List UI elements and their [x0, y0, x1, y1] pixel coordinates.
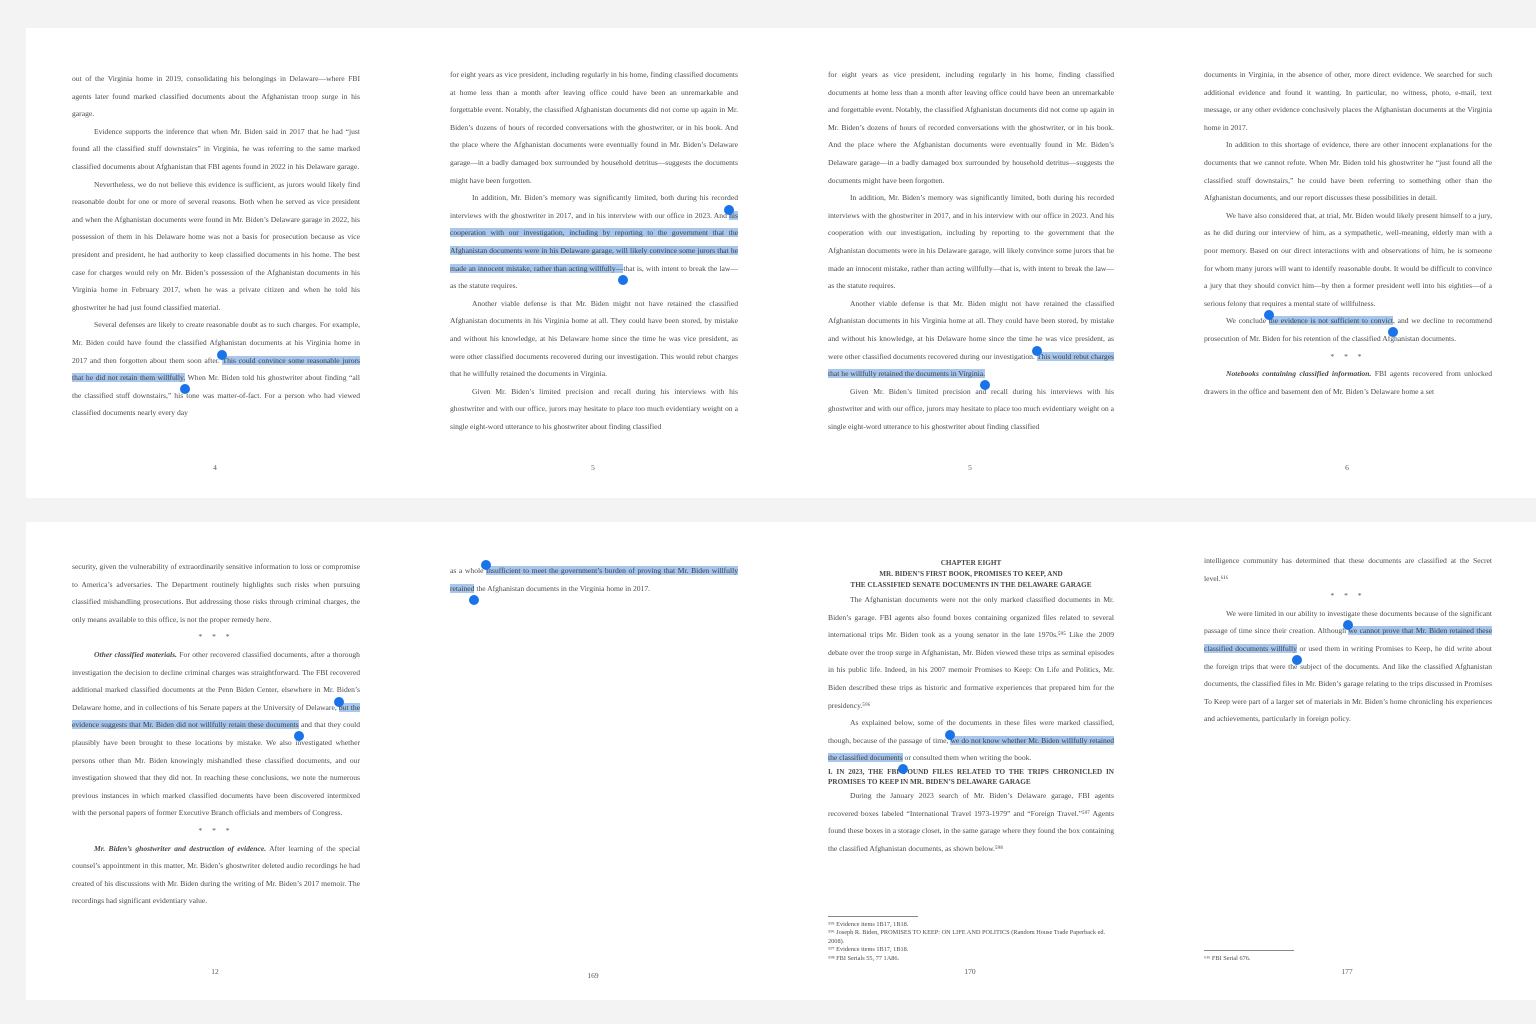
paragraph: Evidence supports the inference that when Mr. Biden said in 2017 that he had “just found all the classified stuff downstairs” in Virginia, he was referring to the same marked classified documents about Afghanistan that FBI agents found in 2022 in his Delaware garage. [72, 126, 360, 171]
paragraph: for eight years as vice president, including regularly in his home, finding classified documents at home less than a month after leaving office could have been an unremarkable and forgettable event. Notably, the classified Afghanistan documents did not come up again in Mr. Biden’s dozens of hours of recorded conversations with the ghostwriter, or in his book. And the place where the Afghanistan documents were eventually found in Mr. Biden’s Delaware garage—in a badly damaged box surrounded by household detritus—suggests the documents might have been forgotten. [450, 70, 738, 185]
footnotes [828, 916, 1114, 963]
paragraph: During the January 2023 search of Mr. Biden’s Delaware garage, FBI agents recovered boxes labeled “International Travel 1973-1979” and “Foreign Travel.”⁵⁹⁷ Agents found these boxes in a storage closet, in the same garage where they found the box containing the classified Afghanistan documents, as shown below.⁵⁹⁸ [828, 790, 1114, 853]
paragraph: Notebooks containing classified information. FBI agents recovered from unlocked drawers in the office and basement den of Mr. Biden’s Delaware home a set [1204, 369, 1492, 396]
page-body [1204, 66, 1492, 400]
text-highlight[interactable]: his cooperation with our investigation, including by reporting to the government that the Afghanistan documents were in his Delaware garage, will likely convince some jurors that he made an innocent mistake, rather than acting willfully— [450, 210, 738, 273]
text-highlight[interactable]: This would rebut charges that he willfully retained the documents in Virginia. [828, 351, 1114, 379]
page-number: 5 [591, 463, 595, 472]
page-body [828, 66, 1114, 435]
page-number: 6 [1345, 463, 1349, 472]
page-number: 177 [1341, 967, 1353, 976]
paragraph-lead: Other classified materials. [94, 649, 177, 659]
paragraph: out of the Virginia home in 2019, consolidating his belongings in Delaware—where FBI agents later found marked classified documents about the Afghanistan troop surge in his garage. [72, 74, 360, 119]
footnote: ⁵⁹⁸ FBI Serials 55, 77 1A86. [828, 954, 900, 962]
page-body [1204, 552, 1492, 728]
document-page-tile-3 [782, 28, 1158, 498]
page-body [450, 66, 738, 435]
chapter-title: MR. BIDEN’S FIRST BOOK, PROMISES TO KEEP, AND [879, 570, 1063, 578]
document-page-tile-6 [404, 522, 782, 1000]
document-page-tile-7 [782, 522, 1158, 1000]
paragraph[interactable]: We were limited in our ability to investigate these documents because of the significant passage of time since their creation. Although we cannot prove that Mr. Biden retained these classified documents willfully or used them in writing Promises to Keep, he did write about the foreign trips that were the subject of the documents. And like the classified Afghanistan documents, the classified files in Mr. Biden’s garage relating to the trips discussed in Promises To Keep were part of a larger set of materials in Mr. Biden’s home chronicling his experiences and achievements, particularly in foreign policy. [1204, 608, 1492, 724]
paragraph: In addition, Mr. Biden’s memory was significantly limited, both during his recorded interviews with the ghostwriter in 2017, and in his interview with our office in 2023. And his cooperation with our investigation, including by reporting to the government that the Afghanistan documents were in his Delaware garage, will likely convince some jurors that he made an innocent mistake, rather than acting willfully—that is, with intent to break the law—as the statute requires. [828, 193, 1114, 291]
paragraph-lead: Notebooks containing classified information. [1226, 369, 1372, 379]
paragraph: Nevertheless, we do not believe this evidence is sufficient, as jurors would likely find reasonable doubt for one or more of several reasons. Both when he served as vice president and when the Afghanistan documents were found in Mr. Biden’s Delaware garage in 2022, his possession of them in his Delaware home was not a basis for prosecution because as vice president and president, he had authority to keep classified documents in his home. The best case for charges would rely on Mr. Biden’s possession of the Afghanistan documents in his Virginia home in February 2017, when he was a private citizen and when he told his ghostwriter he had just found classified material. [72, 179, 360, 312]
page-number: 169 [587, 971, 599, 980]
paragraph: intelligence community has determined that these documents are classified at the Secret level.⁶¹⁶ [1204, 556, 1492, 583]
footnote: ⁶¹⁶ FBI Serial 676. [1204, 955, 1251, 962]
paragraph: We have also considered that, at trial, Mr. Biden would likely present himself to a jury, as he did during our interview of him, as a sympathetic, well-meaning, elderly man with a poor memory. Based on our direct interactions with and observations of him, he is someone for whom many jurors will want to identify reasonable doubt. It would be difficult to convince a jury that they should convict him—by then a former president well into his eighties—of a serious felony that requires a mental state of willfulness. [1204, 210, 1492, 308]
paragraph: In addition to this shortage of evidence, there are other innocent explanations for the documents that we cannot refute. When Mr. Biden told his ghostwriter he “just found all the classified stuff downstairs,” he could have been referring to something other than the Afghanistan documents, and our report discusses these possibilities in detail. [1204, 140, 1492, 203]
page-number: 5 [968, 463, 972, 472]
document-page-tile-5 [26, 522, 404, 1000]
document-page-tile-2 [404, 28, 782, 498]
page-body [72, 558, 360, 910]
paragraph[interactable]: As explained below, some of the documents in these files were marked classified, though, because of the passage of time, we do not know whether Mr. Biden willfully retained the classified documents or consulted them when writing the book. [828, 718, 1114, 763]
page-body [450, 562, 738, 597]
paragraph: security, given the vulnerability of extraordinarily sensitive information to loss or compromise to America’s adversaries. The Department routinely highlights such risks when pursuing classified mishandling prosecutions. But addressing those risks through criminal charges, the only means available to this office, is not the proper remedy here. [72, 562, 360, 624]
section-divider: * * * [1330, 591, 1366, 601]
section-divider: * * * [1330, 351, 1366, 361]
text-highlight[interactable]: but the evidence suggests that Mr. Biden did not willfully retain these documents [72, 702, 360, 730]
chapter-label: CHAPTER EIGHT [940, 559, 1002, 567]
document-page-tile-8 [1158, 522, 1536, 1000]
page-body [828, 558, 1114, 857]
footnotes [1204, 950, 1492, 963]
paragraph-lead: Mr. Biden’s ghostwriter and destruction of evidence. [94, 843, 267, 853]
paragraph[interactable]: We conclude the evidence is not sufficient to convict, and we decline to recommend prosecution of Mr. Biden for his retention of the classified Afghanistan documents. [1204, 316, 1493, 343]
paragraph[interactable]: Another viable defense is that Mr. Biden might not have retained the classified Afghanistan documents in his Virginia home at all. They could have been stored, by mistake and without his knowledge, at his Delaware home since the time he was vice president, as were other classified documents recovered during our investigation. This would rebut charges that he willfully retained the documents in Virginia. [828, 298, 1114, 379]
chapter-title: THE CLASSIFIED SENATE DOCUMENTS IN THE DELAWARE GARAGE [850, 581, 1092, 589]
page-number: 170 [964, 967, 976, 976]
text-highlight[interactable]: the evidence is not sufficient to convict [1268, 316, 1393, 326]
document-page-tile-1 [26, 28, 404, 498]
section-divider: * * * [198, 825, 234, 835]
page-number: 4 [213, 463, 217, 472]
section-divider: * * * [198, 632, 234, 642]
text-highlight[interactable]: we do not know whether Mr. Biden willfully retained the classified documents [828, 735, 1114, 763]
paragraph: for eight years as vice president, including regularly in his home, finding classified documents at home less than a month after leaving office could have been an unremarkable and forgettable event. Notably, the classified Afghanistan documents did not come up again in Mr. Biden’s dozens of hours of recorded conversations with the ghostwriter, or in his book. And the place where the Afghanistan documents were eventually found in Mr. Biden’s Delaware garage—in a badly damaged box surrounded by household detritus—suggests the documents might have been forgotten. [828, 70, 1114, 185]
footnote: ⁵⁹⁷ Evidence items 1B17, 1B18. [828, 946, 909, 954]
paragraph[interactable]: In addition, Mr. Biden’s memory was significantly limited, both during his recorded interviews with the ghostwriter in 2017, and in his interview with our office in 2023. And his cooperation with our investigation, including by reporting to the government that the Afghanistan documents were in his Delaware garage, will likely convince some jurors that he made an innocent mistake, rather than acting willfully—that is, with intent to break the law—as the statute requires. [450, 193, 738, 291]
text-highlight[interactable]: we cannot prove that Mr. Biden retained these classified documents willfully [1204, 626, 1492, 653]
paragraph: Given Mr. Biden’s limited precision and recall during his interviews with his ghostwriter and with our office, jurors may hesitate to place too much evidentiary weight on a single eight-word utterance to his ghostwriter about finding classified [450, 386, 738, 431]
paragraph: The Afghanistan documents were not the only marked classified documents in Mr. Biden’s garage. FBI agents also found boxes containing organized files related to several international trips Mr. Biden took as a young senator in the late 1970s.⁵⁹⁵ Like the 2009 debate over the troop surge in Afghanistan, Mr. Biden viewed these trips as seminal episodes in his public life. Indeed, in his 2007 memoir Promises to Keep: On Life and Politics, Mr. Biden described these trips as historic and formative experiences that prepared him for the presidency.⁵⁹⁶ [828, 595, 1114, 710]
paragraph: documents in Virginia, in the absence of other, more direct evidence. We searched for such additional evidence and found it wanting. In particular, no witness, photo, e-mail, text message, or any other evidence conclusively places the Afghanistan documents at the Virginia home in 2017. [1204, 70, 1492, 132]
footnote-rule [828, 916, 918, 917]
paragraph: Given Mr. Biden’s limited precision and recall during his interviews with his ghostwriter and with our office, jurors may hesitate to place too much evidentiary weight on a single eight-word utterance to his ghostwriter about finding classified [828, 386, 1114, 431]
section-heading: I. IN 2023, THE FBI FOUND FILES RELATED TO THE TRIPS CHRONICLED IN PROMISES TO KEEP IN MR. BIDEN’S DELAWARE GARAGE [828, 767, 1114, 786]
text-highlight[interactable]: This could convince some reasonable jurors that he did not retain them willfully. [72, 355, 361, 383]
footnote: ⁵⁹⁵ Evidence items 1B17, 1B18. [828, 921, 909, 928]
paragraph[interactable]: Other classified materials. For other recovered classified documents, after a thorough investigation the decision to decline criminal charges was straightforward. The FBI recovered additional marked classified documents at the Penn Biden Center, elsewhere in Mr. Biden’s Delaware home, and in collections of his Senate papers at the University of Delaware, but the evidence suggests that Mr. Biden did not willfully retain these documents and that they could plausibly have been brought to these locations by mistake. We also investigated whether persons other than Mr. Biden knowingly mishandled these classified documents, and our investigation showed that they did not. In reaching these conclusions, we note the numerous previous instances in which marked classified documents have been discovered intermixed with the personal papers of former Executive Branch officials and members of Congress. [72, 649, 361, 818]
paragraph: Another viable defense is that Mr. Biden might not have retained the classified Afghanistan documents in his Virginia home at all. They could have been stored, by mistake and without his knowledge, at his Delaware home since the time he was vice president, as were other classified documents recovered during our investigation. This would rebut charges that he willfully retained the documents in Virginia. [450, 298, 738, 379]
paragraph[interactable]: Several defenses are likely to create reasonable doubt as to such charges. For example, Mr. Biden could have found the classified Afghanistan documents at his Virginia home in 2017 and then forgotten about them soon after. This could convince some reasonable jurors that he did not retain them willfully. When Mr. Biden told his ghostwriter about finding “all the classified stuff downstairs,” his tone was matter-of-fact. For a person who had viewed classified documents nearly every day [72, 320, 361, 418]
page-number: 12 [211, 967, 219, 976]
paragraph: Mr. Biden’s ghostwriter and destruction of evidence. After learning of the special counsel’s appointment in this matter, Mr. Biden’s ghostwriter deleted audio recordings he had created of his discussions with Mr. Biden during the writing of Mr. Biden’s 2017 memoir. The recordings had significant evidentiary value. [72, 843, 360, 906]
footnote-rule [1204, 950, 1294, 951]
paragraph[interactable]: as a whole insufficient to meet the government’s burden of proving that Mr. Biden willfully retained the Afghanistan documents in the Virginia home in 2017. [450, 566, 738, 593]
page-body [72, 70, 360, 422]
document-page-tile-4 [1158, 28, 1536, 498]
footnote: ⁵⁹⁶ Joseph R. Biden, PROMISES TO KEEP: ON LIFE AND POLITICS (Random House Trade Paperback ed. 2008). [828, 929, 1106, 945]
text-highlight[interactable]: insufficient to meet the government’s burden of proving that Mr. Biden willfully retained [450, 566, 738, 593]
